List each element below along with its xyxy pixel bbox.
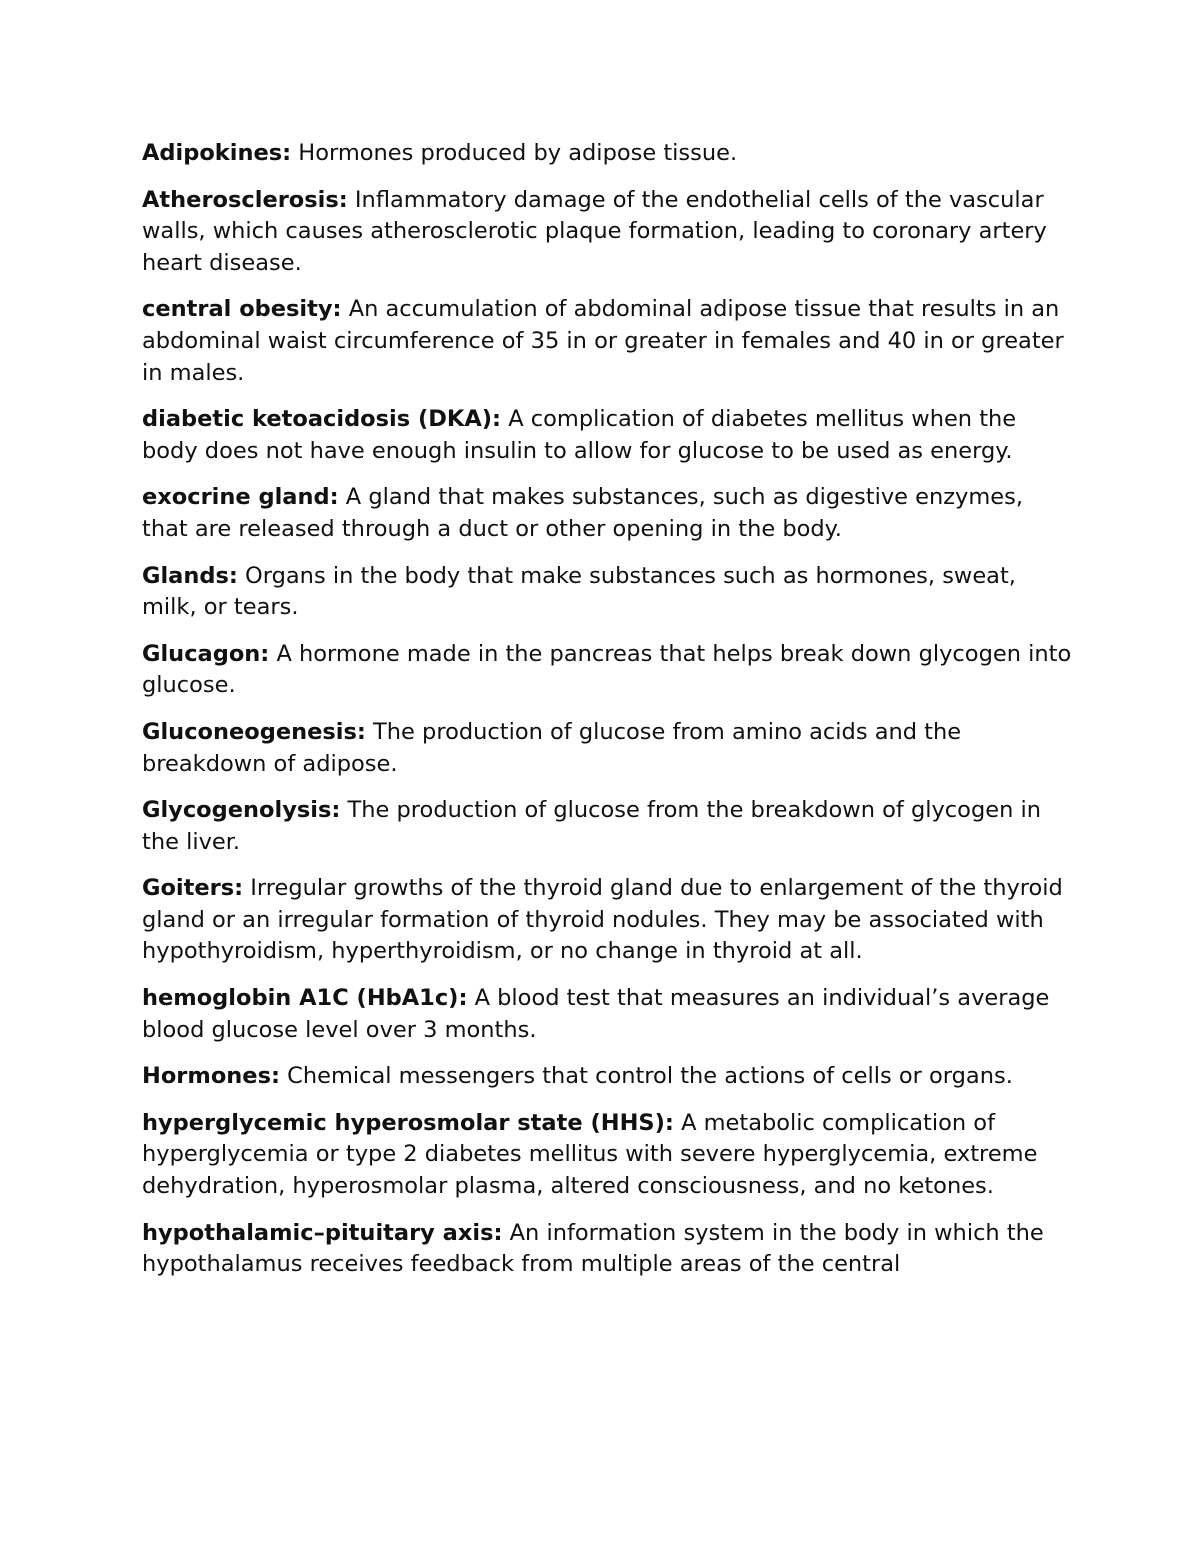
glossary-entry-glucagon <box>142 639 1072 702</box>
glossary-term: Glands: <box>142 562 238 589</box>
glossary-entry-glycogenolysis <box>142 795 1072 858</box>
glossary-term: hemoglobin A1C (HbA1c): <box>142 985 468 1012</box>
glossary-entry-atherosclerosis <box>142 185 1072 280</box>
glossary-definition: Chemical messengers that control the actions of cells or organs. <box>287 1063 1013 1090</box>
glossary-term: diabetic ketoacidosis (DKA): <box>142 406 502 433</box>
glossary-term: Glucagon: <box>142 640 270 667</box>
glossary-definition: A blood test that measures an individual’s average blood glucose level over 3 months. <box>142 985 1050 1043</box>
glossary-term: Adipokines: <box>142 140 292 166</box>
glossary-entry-hypothalamic-pituitary-axis <box>142 1218 1072 1281</box>
glossary-definition: The production of glucose from amino acids and the breakdown of adipose. <box>142 718 962 777</box>
glossary-entry-hormones <box>142 1061 1072 1093</box>
glossary-entry-gluconeogenesis <box>142 717 1072 780</box>
glossary-entry-glands <box>142 561 1072 624</box>
glossary-definition: A metabolic complication of hyperglycemia or type 2 diabetes mellitus with severe hyperglycemia, extreme dehydration, hyperosmolar plasma, altered consciousness, and no ketones. <box>142 1109 1038 1200</box>
glossary-definition: Hormones produced by adipose tissue. <box>298 140 738 166</box>
glossary-definition: An accumulation of abdominal adipose tissue that results in an abdominal waist circumference of 35 in or greater in females and 40 in or greater in males. <box>142 296 1064 386</box>
glossary-entry-dka <box>142 404 1072 467</box>
glossary-definition: A complication of diabetes mellitus when the body does not have enough insulin to allow for glucose to be used as energy. <box>142 406 1017 464</box>
glossary-term: Gluconeogenesis: <box>142 718 366 745</box>
glossary-definition: A gland that makes substances, such as digestive enzymes, that are released through a duct or other opening in the body. <box>142 484 1023 542</box>
glossary-definition: The production of glucose from the breakdown of glycogen in the liver. <box>142 797 1041 855</box>
glossary-term: Hormones: <box>142 1063 280 1090</box>
glossary-definition: An information system in the body in which the hypothalamus receives feedback from multiple areas of the central <box>142 1219 1044 1278</box>
glossary-term: Atherosclerosis: <box>142 186 348 213</box>
glossary-term: exocrine gland: <box>142 484 339 511</box>
glossary-entry-exocrine-gland <box>142 482 1072 545</box>
glossary-entry-hhs <box>142 1108 1072 1203</box>
glossary-entry-hba1c <box>142 983 1072 1046</box>
glossary-definition: A hormone made in the pancreas that helps break down glycogen into glucose. <box>142 640 1072 699</box>
glossary-definition: Irregular growths of the thyroid gland due to enlargement of the thyroid gland or an irregular formation of thyroid nodules. They may be associated with hypothyroidism, hyperthyroidism, or no change in thyroid at all. <box>142 875 1063 965</box>
glossary-term: Glycogenolysis: <box>142 797 341 824</box>
glossary <box>142 138 1072 1296</box>
glossary-definition: Inflammatory damage of the endothelial cells of the vascular walls, which causes atherosclerotic plaque formation, leading to coronary artery heart disease. <box>142 186 1047 276</box>
glossary-term: hypothalamic–pituitary axis: <box>142 1219 503 1246</box>
glossary-entry-goiters <box>142 873 1072 968</box>
glossary-term: central obesity: <box>142 296 342 323</box>
glossary-definition: Organs in the body that make substances such as hormones, sweat, milk, or tears. <box>142 562 1016 621</box>
glossary-entry-central-obesity <box>142 294 1072 389</box>
glossary-term: Goiters: <box>142 875 244 902</box>
glossary-entry-adipokines <box>142 138 1072 170</box>
glossary-term: hyperglycemic hyperosmolar state (HHS): <box>142 1109 674 1136</box>
